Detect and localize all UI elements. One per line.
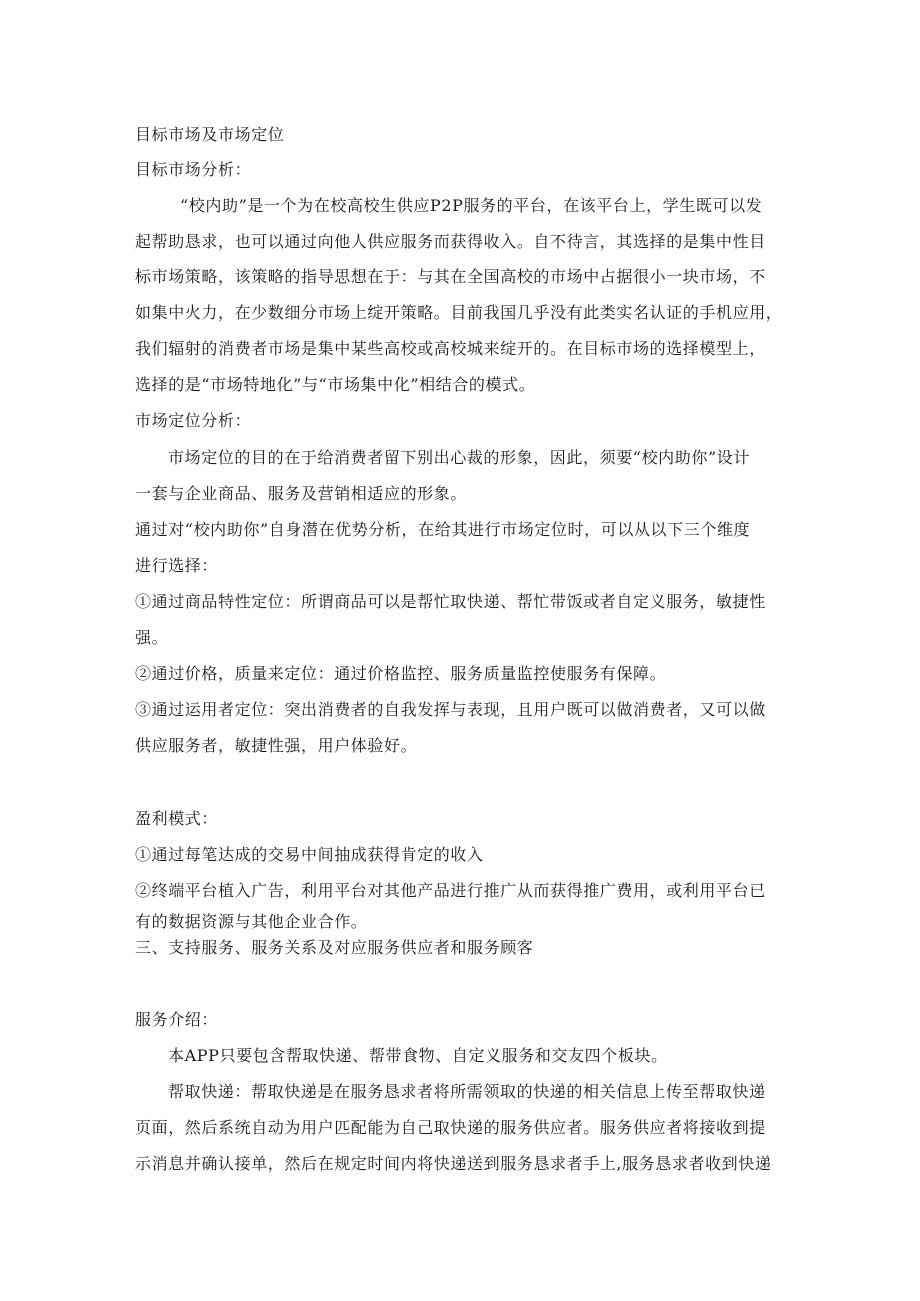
section-heading-support-services: 三、支持服务、服务关系及对应服务供应者和服务顾客 xyxy=(135,938,534,957)
list-item: ②通过价格，质量来定位：通过价格监控、服务质量监控使服务有保障。 xyxy=(135,664,667,683)
paragraph-line: 供应服务者，敏捷性强，用户体验好。 xyxy=(135,736,418,755)
heading-target-market-positioning: 目标市场及市场定位 xyxy=(135,125,285,144)
list-item: ①通过商品特性定位：所谓商品可以是帮忙取快递、帮忙带饭或者自定义服务，敏捷性 xyxy=(135,592,766,611)
paragraph-line: 本APP只要包含帮取快递、帮带食物、自定义服务和交友四个板块。 xyxy=(168,1046,668,1065)
paragraph-line: 进行选择： xyxy=(135,556,219,575)
subheading-market-positioning-analysis: 市场定位分析： xyxy=(135,411,252,430)
paragraph-line: 我们辐射的消费者市场是集中某些高校或高校城来绽开的。在目标市场的选择模型上， xyxy=(135,339,766,358)
paragraph-line: 强。 xyxy=(135,628,169,647)
paragraph-line: 标市场策略，该策略的指导思想在于：与其在全国高校的市场中占据很小一块市场，不 xyxy=(135,267,766,286)
paragraph-line: “校内助”是一个为在校高校生供应P2P服务的平台，在该平台上，学生既可以发 xyxy=(180,196,763,215)
paragraph-line: 通过对“校内助你”自身潜在优势分析，在给其进行市场定位时，可以从以下三个维度 xyxy=(135,520,751,539)
subheading-target-market-analysis: 目标市场分析： xyxy=(135,160,252,179)
paragraph-line: 市场定位的目的在于给消费者留下别出心裁的形象，因此，须要“校内助你”设计 xyxy=(168,448,750,467)
subheading-profit-model: 盈利模式： xyxy=(135,809,219,828)
paragraph-line: 页面，然后系统自动为用户匹配能为自己取快递的服务供应者。服务供应者将接收到提 xyxy=(135,1118,766,1137)
paragraph-line: 一套与企业商品、服务及营销相适应的形象。 xyxy=(135,484,468,503)
list-item: ①通过每笔达成的交易中间抽成获得肯定的收入 xyxy=(135,845,484,864)
paragraph-line: 选择的是“市场特地化”与“市场集中化”相结合的模式。 xyxy=(135,375,536,394)
subheading-service-introduction: 服务介绍： xyxy=(135,1010,219,1029)
paragraph-line: 示消息并确认接单，然后在规定时间内将快递送到服务恳求者手上,服务恳求者收到快递 xyxy=(135,1154,772,1173)
paragraph-line: 起帮助恳求，也可以通过向他人供应服务而获得收入。自不待言，其选择的是集中性目 xyxy=(135,232,766,251)
list-item: ②终端平台植入广告，利用平台对其他产品进行推广从而获得推广费用，或利用平台已 xyxy=(135,881,766,900)
paragraph-line: 如集中火力，在少数细分市场上绽开策略。目前我国几乎没有此类实名认证的手机应用， xyxy=(135,303,783,322)
paragraph-line: 帮取快递：帮取快递是在服务恳求者将所需领取的快递的相关信息上传至帮取快递 xyxy=(168,1082,766,1101)
list-item: ③通过运用者定位：突出消费者的自我发挥与表现，且用户既可以做消费者，又可以做 xyxy=(135,700,766,719)
paragraph-line: 有的数据资源与其他企业合作。 xyxy=(135,912,368,931)
